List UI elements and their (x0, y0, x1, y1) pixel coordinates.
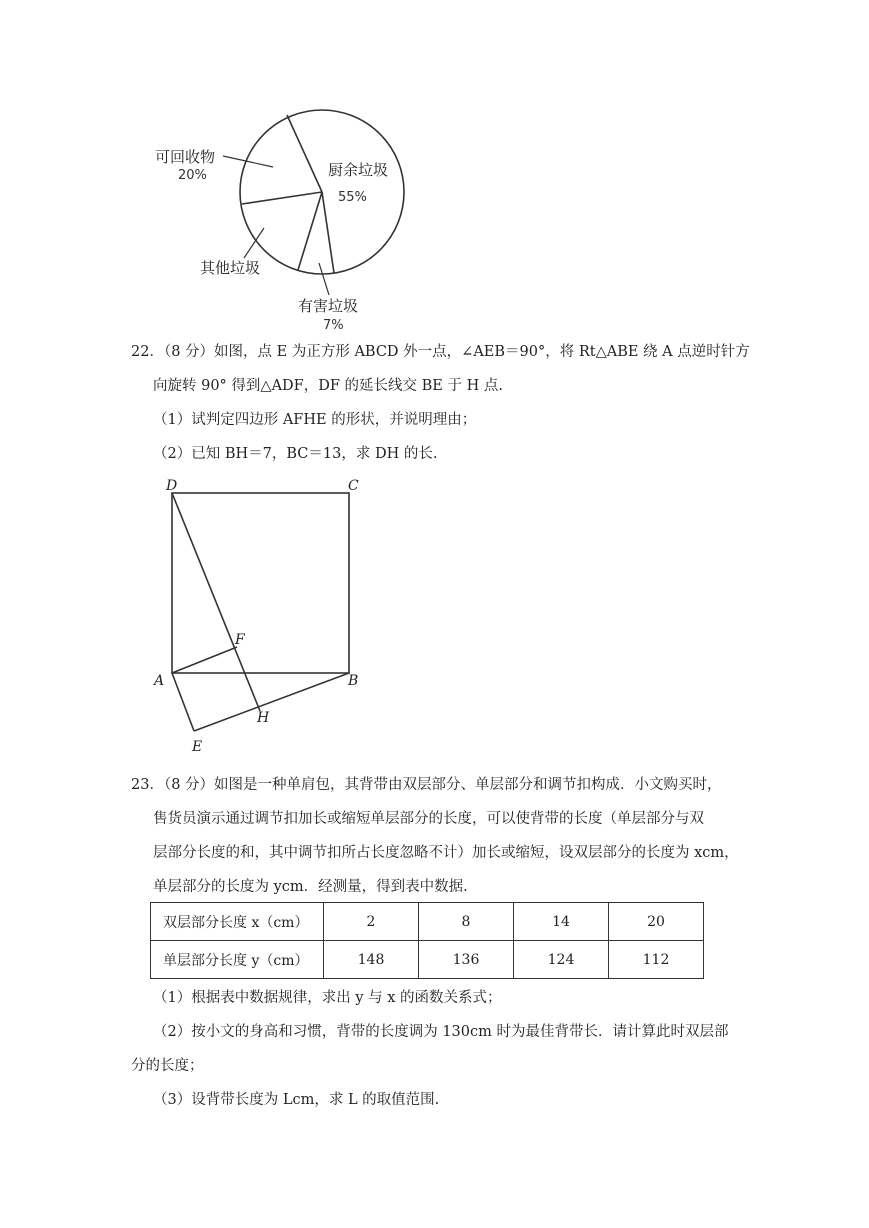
pie-label-kitchen: 厨余垃圾 (328, 161, 389, 179)
q23-part2b: 分的长度； (131, 1058, 204, 1074)
label-h: H (257, 710, 270, 726)
square-figure (150, 475, 380, 760)
label-f: F (235, 632, 245, 648)
q23-part3: （3）设背带长度为 Lcm，求 L 的取值范围. (153, 1092, 440, 1108)
row-header-x: 双层部分长度 x（cm） (151, 903, 324, 941)
pie-pct-kitchen: 55% (338, 190, 367, 205)
q22-line2: 向旋转 90° 得到△ADF，DF 的延长线交 BE 于 H 点. (153, 378, 503, 394)
q23-line3: 层部分长度的和，其中调节扣所占长度忽略不计）加长或缩短，设双层部分的长度为 xcm， (153, 845, 739, 861)
data-table (150, 902, 704, 979)
segment-af (172, 647, 237, 673)
table-cell: 136 (419, 941, 514, 979)
pie-label-hazardous: 有害垃圾 (298, 297, 359, 315)
segment-eb (194, 673, 349, 731)
pie-divider (322, 192, 334, 273)
label-c: C (348, 478, 359, 494)
segment-ae (172, 673, 194, 731)
q23-part1: （1）根据表中数据规律，求出 y 与 x 的函数关系式； (153, 990, 502, 1006)
q23-line1: 23．（8 分）如图是一种单肩包，其背带由双层部分、单层部分和调节扣构成．小文购买时， (131, 777, 722, 793)
q23-line4: 单层部分的长度为 ycm．经测量，得到表中数据. (153, 879, 468, 895)
q22-part2: （2）已知 BH＝7，BC＝13，求 DH 的长. (153, 446, 438, 462)
q23-part2a: （2）按小文的身高和习惯，背带的长度调为 130cm 时为最佳背带长．请计算此时双层部 (153, 1024, 729, 1040)
table-cell: 8 (419, 903, 514, 941)
pie-divider (298, 192, 322, 270)
table-cell: 148 (324, 941, 419, 979)
table-cell: 112 (609, 941, 704, 979)
table-cell: 20 (609, 903, 704, 941)
pie-divider (242, 192, 322, 204)
table-cell: 14 (514, 903, 609, 941)
row-header-y: 单层部分长度 y（cm） (151, 941, 324, 979)
label-b: B (348, 673, 359, 689)
square-abcd (172, 493, 349, 673)
segment-dh (172, 493, 260, 711)
table-cell: 124 (514, 941, 609, 979)
label-a: A (154, 673, 165, 689)
table-cell: 2 (324, 903, 419, 941)
table-row (151, 903, 704, 941)
pie-pct-hazardous: 7% (323, 318, 344, 333)
pie-chart (140, 95, 430, 345)
pie-label-recyclable: 可回收物 (155, 148, 216, 166)
leader-line (319, 263, 329, 295)
pie-pct-recyclable: 20% (178, 168, 207, 183)
pie-divider (287, 115, 322, 192)
q23-line2: 售货员演示通过调节扣加长或缩短单层部分的长度，可以使背带的长度（单层部分与双 (153, 811, 704, 827)
q22-line1: 22．（8 分）如图，点 E 为正方形 ABCD 外一点，∠AEB＝90°，将 Rt△ABE 绕 A 点逆时针方 (131, 344, 750, 360)
label-e: E (192, 739, 203, 755)
leader-line (244, 228, 264, 258)
pie-label-other: 其他垃圾 (200, 259, 261, 277)
label-d: D (166, 478, 178, 494)
table-row (151, 941, 704, 979)
q22-part1: （1）试判定四边形 AFHE 的形状，并说明理由； (153, 412, 477, 428)
